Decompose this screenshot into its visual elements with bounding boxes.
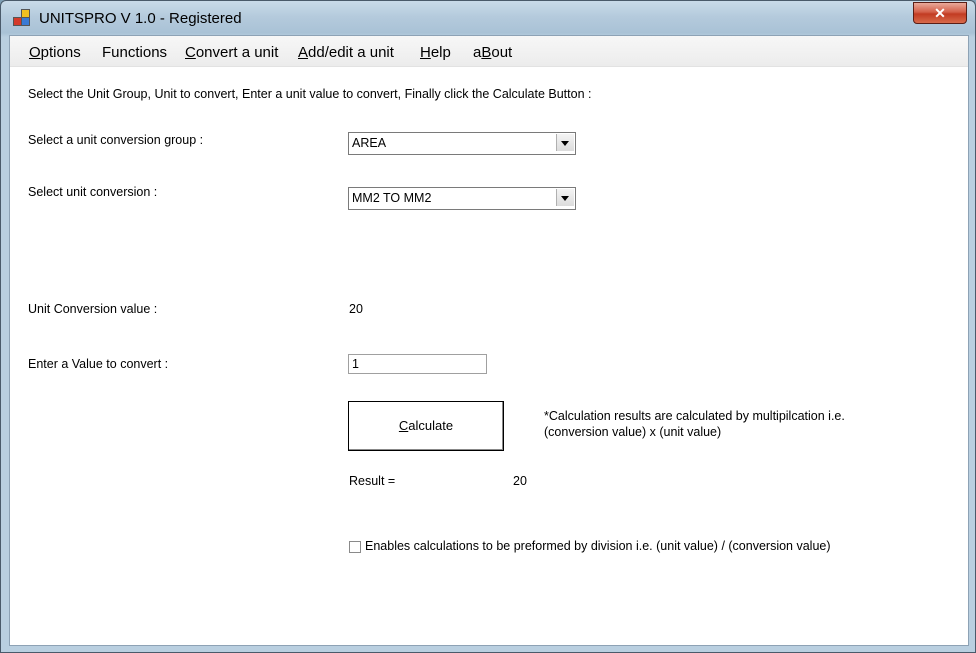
menu-functions[interactable]: Functions bbox=[102, 44, 168, 61]
result-label: Result = bbox=[349, 474, 396, 488]
window-title: UNITSPRO V 1.0 - Registered bbox=[39, 10, 242, 27]
close-icon: ✕ bbox=[934, 5, 946, 21]
calculate-button-label: Calculate bbox=[398, 418, 454, 433]
division-checkbox-label[interactable]: Enables calculations to be preformed by division i.e. (unit value) / (conversion value) bbox=[365, 539, 831, 553]
menu-bar bbox=[10, 36, 968, 67]
instructions-text: Select the Unit Group, Unit to convert, Enter a unit value to convert, Finally click the Calculate Button : bbox=[28, 87, 592, 101]
client-area bbox=[9, 35, 969, 646]
calculation-note-line1: *Calculation results are calculated by multipilcation i.e. bbox=[544, 409, 845, 423]
division-checkbox[interactable] bbox=[349, 541, 361, 553]
menu-add-edit-a-unit[interactable]: Add/edit a unit bbox=[298, 44, 394, 61]
chevron-down-icon[interactable] bbox=[556, 134, 574, 151]
menu-help[interactable]: Help bbox=[420, 44, 451, 61]
unit-conversion-select[interactable] bbox=[348, 187, 576, 210]
unit-group-select[interactable] bbox=[348, 132, 576, 155]
close-button[interactable] bbox=[913, 2, 967, 24]
unit-conversion-label: Select unit conversion : bbox=[28, 185, 158, 199]
value-input[interactable] bbox=[349, 355, 485, 373]
menu-convert-a-unit[interactable]: Convert a unit bbox=[185, 44, 279, 61]
calculation-note-line2: (conversion value) x (unit value) bbox=[544, 425, 722, 439]
group-label: Select a unit conversion group : bbox=[28, 133, 204, 147]
value-input-box[interactable] bbox=[348, 354, 487, 374]
conversion-value-label: Unit Conversion value : bbox=[28, 302, 158, 316]
unit-group-value: AREA bbox=[352, 136, 387, 150]
chevron-down-icon[interactable] bbox=[556, 189, 574, 206]
app-blocks-icon[interactable] bbox=[13, 9, 31, 27]
menu-about[interactable]: aBout bbox=[473, 44, 513, 61]
menu-options[interactable]: Options bbox=[29, 44, 81, 61]
title-bar[interactable] bbox=[1, 1, 975, 35]
enter-value-label: Enter a Value to convert : bbox=[28, 357, 169, 371]
conversion-value: 20 bbox=[349, 302, 363, 316]
result-value: 20 bbox=[513, 474, 527, 488]
unit-conversion-value: MM2 TO MM2 bbox=[352, 191, 432, 205]
calculate-button[interactable] bbox=[348, 401, 504, 451]
